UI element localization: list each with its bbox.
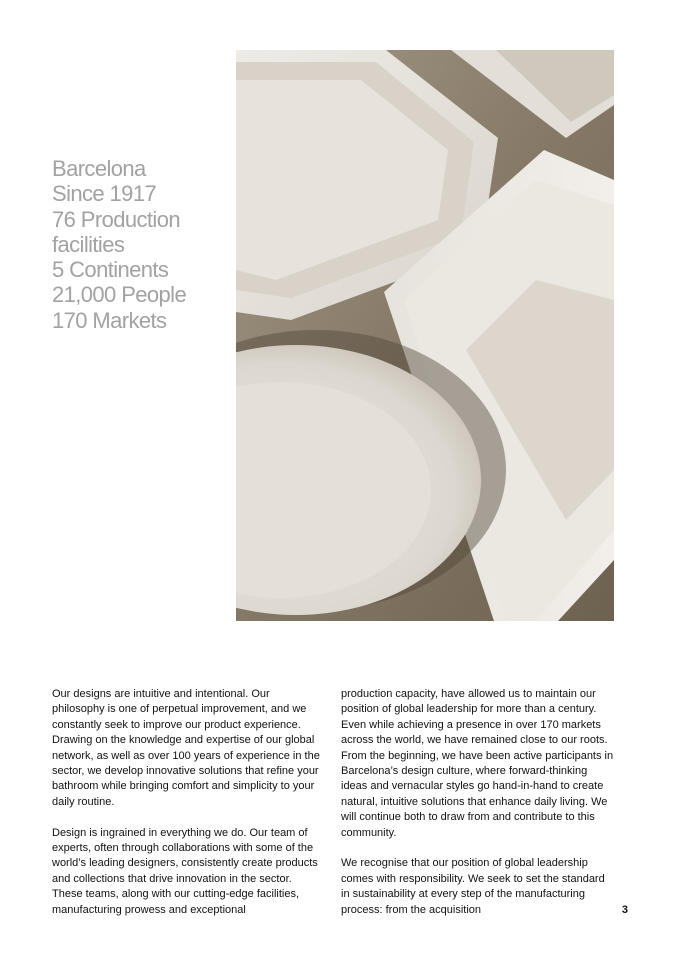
- page-number: 3: [621, 904, 628, 916]
- fact-people: 21,000 People: [52, 282, 187, 308]
- fact-markets: 170 Markets: [52, 307, 167, 333]
- fact-continents: 5 Continents: [52, 257, 169, 283]
- fact-production: 76 Production: [52, 206, 180, 232]
- paragraph: production capacity, have allowed us to maintain our position of global leadership for more than a century. Even while achieving a presence in over 170 markets across the world, we have remained close to our roots. From the beginning, we have been active participants in Barcelona’s design culture, where forward-thinking ideas and vernacular styles go hand-in-hand to create natural, intuitive solutions that enhance daily living. We will continue both to draw from and contribute to this community.: [341, 688, 614, 839]
- fact-founded: Since 1917: [52, 181, 157, 207]
- fact-city: Barcelona: [52, 156, 146, 181]
- paragraph: Our designs are intuitive and intentional. Our philosophy is one of perpetual improvement, and we constantly seek to improve our product experience. Drawing on the knowledge and expertise of our global network, as well as over 100 years of experience in the sector, we develop innovative solutions that refine your bathroom while bringing comfort and simplicity to your daily routine.: [52, 688, 320, 808]
- paragraph: We recognise that our position of global leadership comes with responsibility. We seek to set the standard in sustainability at every step of the manufacturing process: from the acquisition: [341, 857, 605, 916]
- body-column-right: [341, 687, 615, 933]
- body-column-left: [52, 687, 324, 933]
- key-facts-list: [52, 156, 232, 333]
- fact-production-cont: facilities: [52, 231, 125, 257]
- paragraph: Design is ingrained in everything we do. Our team of experts, often through collaborations with some of the world’s leading designers, consistently create products and collections that drive innovation in the sector. These teams, along with our cutting-edge facilities, manufacturing prowess and exceptional: [52, 826, 318, 916]
- ceramic-washbasins-photo: [236, 50, 614, 621]
